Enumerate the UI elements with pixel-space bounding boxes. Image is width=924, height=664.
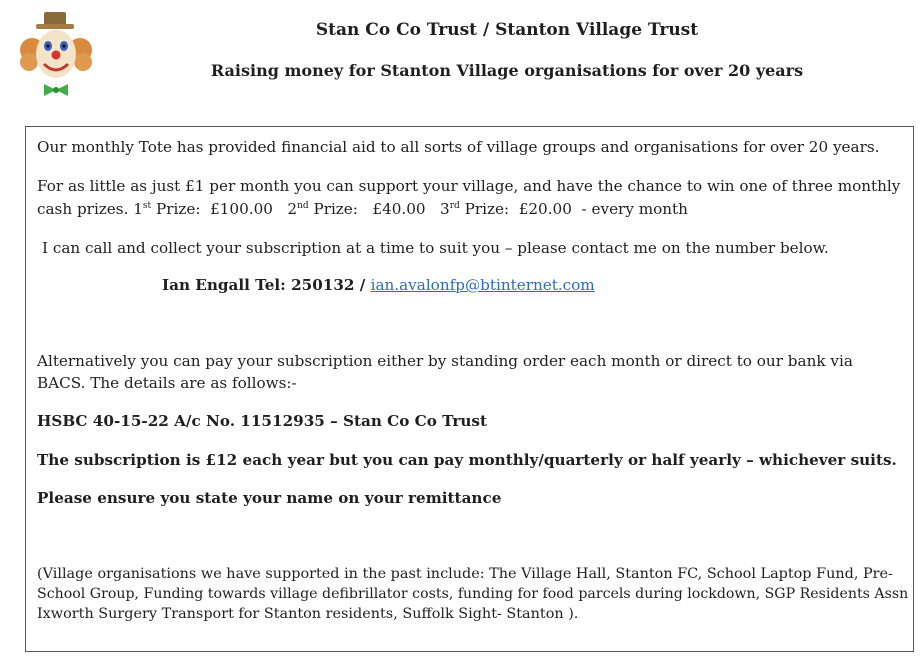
alternative-text-2: BACS. The details are as follows:- (37, 374, 297, 392)
first-prize-amount: £100.00 (210, 200, 273, 218)
supported-text-2: School Group, Funding towards village defibrillator costs, funding for food parcels during lockdown, SGP Residents Assn (37, 586, 909, 602)
third-prize-label: Prize: (464, 200, 510, 218)
first-prize-number: 1 (133, 200, 143, 218)
prizes-lead: cash prizes. (37, 200, 129, 218)
email-link[interactable]: ian.avalonfp@btinternet.com (370, 276, 595, 294)
remittance-text: Please ensure you state your name on your remittance (37, 489, 502, 507)
supported-text-1: (Village organisations we have supported in the past include: The Village Hall, Stanton FC, School Laptop Fund, Pre- (37, 566, 893, 582)
contact-line (162, 276, 595, 294)
second-prize-amount: £40.00 (372, 200, 426, 218)
contact-name-tel: Ian Engall Tel: 250132 / (162, 276, 366, 294)
first-prize (133, 200, 273, 218)
third-prize-amount: £20.00 (518, 200, 572, 218)
supported-text-3: Ixworth Surgery Transport for Stanton residents, Suffolk Sight- Stanton ). (37, 606, 579, 622)
page-title: Stan Co Co Trust / Stanton Village Trust (315, 20, 699, 40)
second-prize-label: Prize: (313, 200, 358, 218)
support-text: For as little as just £1 per month you can support your village, and have the chance to win one of three monthly (37, 177, 901, 195)
alternative-text-1: Alternatively you can pay your subscription either by standing order each month or direct to our bank via (37, 352, 853, 370)
second-prize-number: 2 (287, 200, 298, 218)
third-prize-number: 3 (440, 200, 450, 218)
second-prize (287, 200, 425, 218)
first-prize-suffix: st (142, 200, 152, 211)
bank-details: HSBC 40-15-22 A/c No. 11512935 – Stan Co Co Trust (37, 412, 487, 430)
collect-text: I can call and collect your subscription at a time to suit you – please contact me on the number below. (42, 239, 829, 257)
third-prize (440, 200, 572, 218)
page-subtitle: Raising money for Stanton Village organisations for over 20 years (210, 61, 804, 80)
first-prize-label: Prize: (156, 200, 201, 218)
prizes-tail: - every month (581, 200, 688, 218)
subscription-text: The subscription is £12 each year but you can pay monthly/quarterly or half yearly – whichever suits. (37, 451, 897, 469)
intro-text: Our monthly Tote has provided financial aid to all sorts of village groups and organisations for over 20 years. (37, 138, 880, 156)
second-prize-suffix: nd (297, 200, 309, 211)
prizes-line (37, 200, 688, 218)
third-prize-suffix: rd (449, 200, 460, 211)
